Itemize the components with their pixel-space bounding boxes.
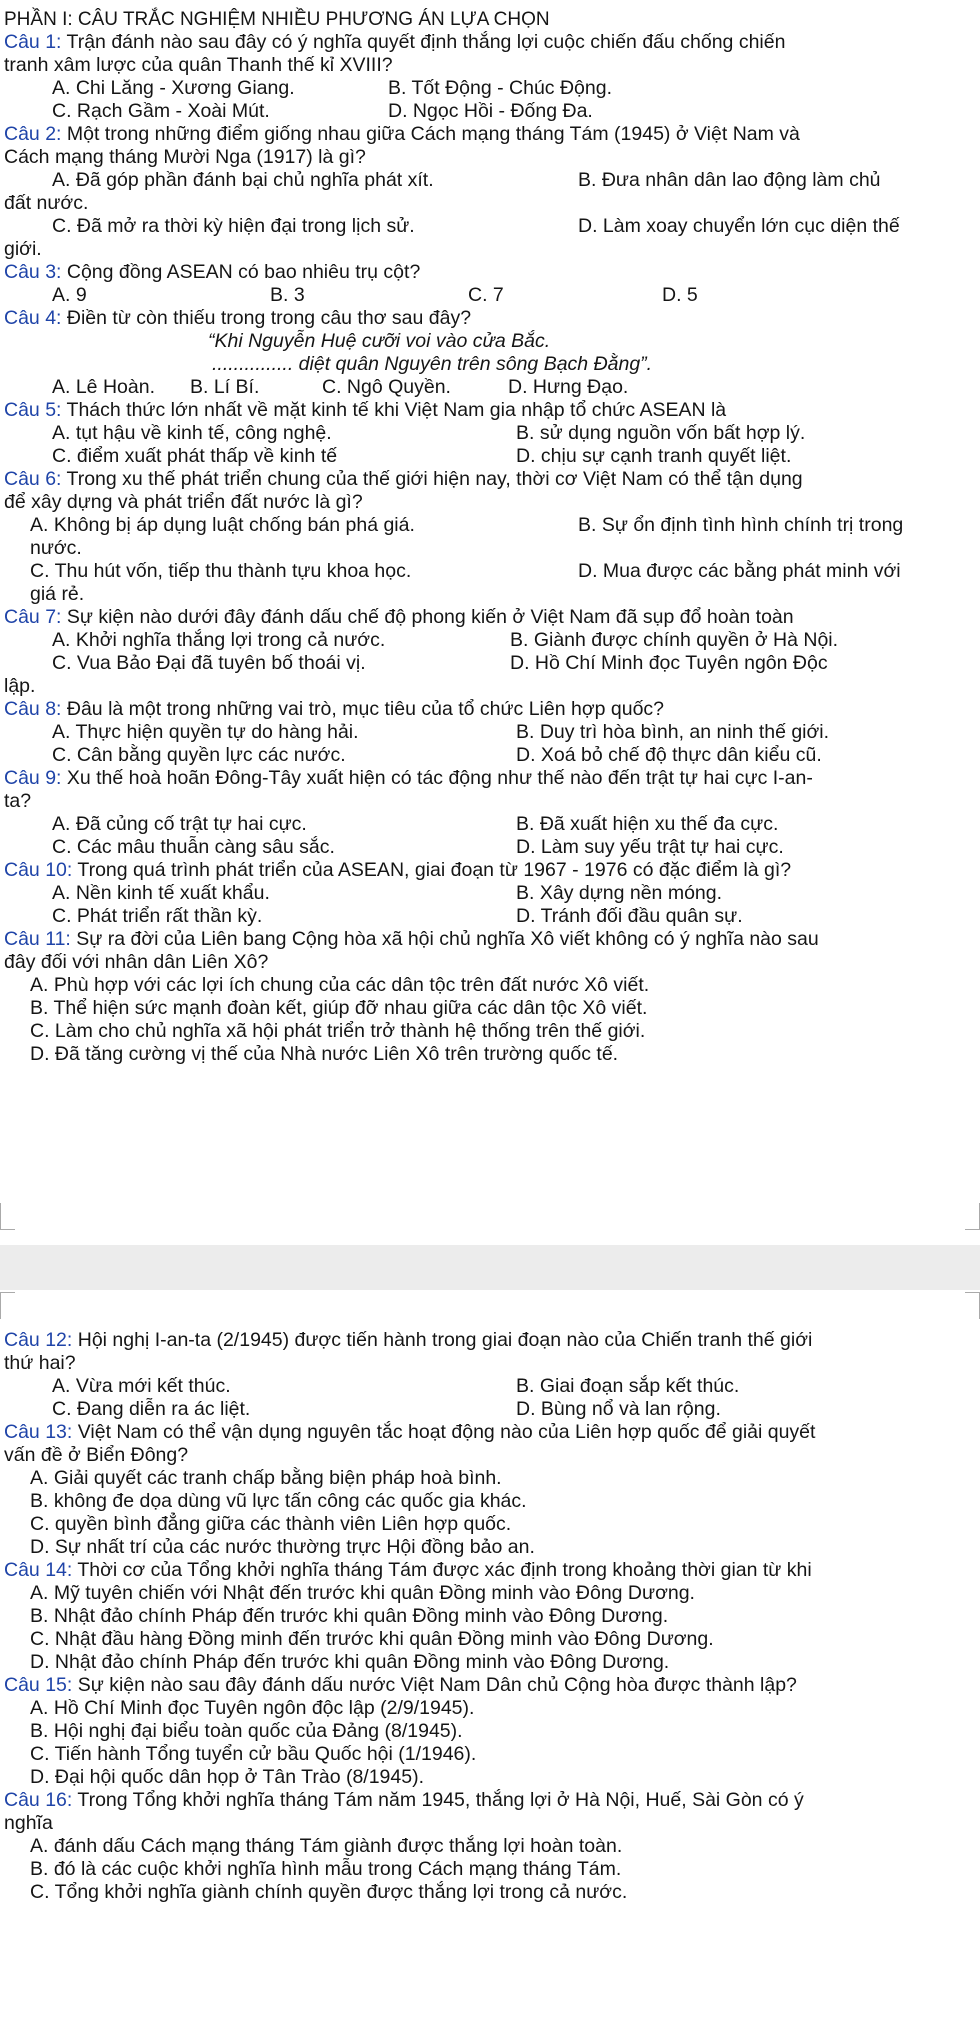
option-d: D. Hưng Đạo. [508,376,629,398]
question-4: Câu 4: Điền từ còn thiếu trong trong câu thơ sau đây? [4,307,472,329]
option-c: C. Thu hút vốn, tiếp thu thành tựu khoa học. [30,560,412,582]
question-number: Câu 9: [4,767,62,789]
option-c: C. 7 [468,284,504,306]
question-text-line: đây đối với nhân dân Liên Xô? [4,951,269,973]
question-12: Câu 12: Hội nghị I-an-ta (2/1945) được tiến hành trong giai đoạn nào của Chiến tranh thế giới [4,1329,813,1351]
option-c: C. Đang diễn ra ác liệt. [52,1398,251,1420]
question-text-line: nghĩa [4,1812,53,1834]
option-b: B. Tốt Động - Chúc Động. [388,77,613,99]
option-b: B. Sự ổn định tình hình chính trị trong [578,514,904,536]
question-11: Câu 11: Sự ra đời của Liên bang Cộng hòa xã hội chủ nghĩa Xô viết không có ý nghĩa nào sau [4,928,819,950]
option-d: D. Đã tăng cường vị thế của Nhà nước Liên Xô trên trường quốc tế. [30,1043,619,1065]
option-a: A. Giải quyết các tranh chấp bằng biện pháp hoà bình. [30,1467,502,1489]
option-b: B. Giai đoạn sắp kết thúc. [516,1375,740,1397]
option-b: B. Thể hiện sức mạnh đoàn kết, giúp đỡ nhau giữa các dân tộc Xô viết. [30,997,648,1019]
question-number: Câu 12: [4,1329,73,1351]
option-b: B. Đưa nhân dân lao động làm chủ [578,169,881,191]
question-5: Câu 5: Thách thức lớn nhất về mặt kinh tế khi Việt Nam gia nhập tổ chức ASEAN là [4,399,727,421]
option-d: D. Mua được các bằng phát minh với [578,560,901,582]
question-number: Câu 15: [4,1674,73,1696]
option-a: A. tụt hậu về kinh tế, công nghệ. [52,422,332,444]
option-c: C. điểm xuất phát thấp về kinh tế [52,445,338,467]
option-d: D. Làm xoay chuyển lớn cục diện thế [578,215,900,237]
option-b: B. Duy trì hòa bình, an ninh thế giới. [516,721,830,743]
option-c: C. quyền bình đẳng giữa các thành viên Liên hợp quốc. [30,1513,512,1535]
question-1: Câu 1: Trận đánh nào sau đây có ý nghĩa quyết định thắng lợi cuộc chiến đấu chống chiến [4,31,786,53]
option-b-continued: đất nước. [4,192,89,214]
question-number: Câu 10: [4,859,73,881]
option-c: C. Vua Bảo Đại đã tuyên bố thoái vị. [52,652,366,674]
question-text-line: vấn đề ở Biển Đông? [4,1444,189,1466]
option-b: B. sử dụng nguồn vốn bất hợp lý. [516,422,806,444]
page-gap [0,1245,980,1290]
question-13: Câu 13: Việt Nam có thể vận dụng nguyên tắc hoạt động nào của Liên hợp quốc để giải quyết [4,1421,816,1443]
option-b: B. Xây dựng nền móng. [516,882,723,904]
option-a: A. Đã góp phần đánh bại chủ nghĩa phát xít. [52,169,434,191]
option-b: B. không đe dọa dùng vũ lực tấn công các quốc gia khác. [30,1490,527,1512]
option-b: B. Nhật đảo chính Pháp đến trước khi quân Đồng minh vào Đông Dương. [30,1605,669,1627]
option-a: A. Phù hợp với các lợi ích chung của các dân tộc trên đất nước Xô viết. [30,974,650,996]
option-c: C. Ngô Quyền. [322,376,451,398]
question-8: Câu 8: Đâu là một trong những vai trò, mục tiêu của tổ chức Liên hợp quốc? [4,698,665,720]
option-d: D. Đại hội quốc dân họp ở Tân Trào (8/1945). [30,1766,424,1788]
question-7: Câu 7: Sự kiện nào dưới đây đánh dấu chế độ phong kiến ở Việt Nam đã sụp đổ hoàn toàn [4,606,794,628]
option-a: A. Hồ Chí Minh đọc Tuyên ngôn độc lập (2/9/1945). [30,1697,475,1719]
option-a: A. Khởi nghĩa thắng lợi trong cả nước. [52,629,386,651]
crop-corner-bottom-right [965,1203,980,1230]
question-number: Câu 4: [4,307,62,329]
option-d: D. Hồ Chí Minh đọc Tuyên ngôn Độc [510,652,828,674]
question-9: Câu 9: Xu thế hoà hoãn Đông-Tây xuất hiện có tác động như thế nào đến trật tự hai cực I-an- [4,767,813,789]
option-a: A. Đã củng cố trật tự hai cực. [52,813,307,835]
question-number: Câu 3: [4,261,62,283]
option-d-continued: lập. [4,675,36,697]
option-c: C. Cân bằng quyền lực các nước. [52,744,346,766]
option-d-continued: giá rẻ. [30,583,85,605]
option-d: D. Tránh đối đầu quân sự. [516,905,743,927]
option-b: B. Đã xuất hiện xu thế đa cực. [516,813,779,835]
question-15: Câu 15: Sự kiện nào sau đây đánh dấu nước Việt Nam Dân chủ Cộng hòa được thành lập? [4,1674,797,1696]
question-number: Câu 8: [4,698,62,720]
option-d: D. Ngọc Hồi - Đống Đa. [388,100,593,122]
question-number: Câu 1: [4,31,62,53]
poem-line-2: ............... diệt quân Nguyên trên sông Bạch Đằng”. [212,353,653,375]
option-c: C. Tổng khởi nghĩa giành chính quyền được thắng lợi trong cả nước. [30,1881,628,1903]
option-b: B. Giành được chính quyền ở Hà Nội. [510,629,839,651]
option-c: C. Tiến hành Tổng tuyển cử bầu Quốc hội (1/1946). [30,1743,477,1765]
option-a: A. Chi Lăng - Xương Giang. [52,77,295,99]
question-number: Câu 5: [4,399,62,421]
question-text-line: thứ hai? [4,1352,76,1374]
question-6: Câu 6: Trong xu thế phát triển chung của thế giới hiện nay, thời cơ Việt Nam có thể tận dụng [4,468,803,490]
option-d: D. 5 [662,284,698,306]
crop-corner-top-right [965,1292,980,1319]
option-b-continued: nước. [30,537,82,559]
poem-line-1: “Khi Nguyễn Huệ cưỡi voi vào cửa Bắc. [208,330,551,352]
question-text-line: ta? [4,790,32,812]
option-a: A. đánh dấu Cách mạng tháng Tám giành được thắng lợi hoàn toàn. [30,1835,623,1857]
question-number: Câu 11: [4,928,71,950]
section-title: PHẦN I: CÂU TRẮC NGHIỆM NHIỀU PHƯƠNG ÁN LỰA CHỌN [4,9,550,30]
option-a: A. Thực hiện quyền tự do hàng hải. [52,721,359,743]
option-c: C. Phát triển rất thần kỳ. [52,905,263,927]
question-number: Câu 7: [4,606,62,628]
option-a: A. Mỹ tuyên chiến với Nhật đến trước khi quân Đồng minh vào Đông Dương. [30,1582,695,1604]
option-d-continued: giới. [4,238,42,260]
question-number: Câu 13: [4,1421,73,1443]
option-d: D. Xoá bỏ chế độ thực dân kiểu cũ. [516,744,822,766]
option-b: B. Hội nghị đại biểu toàn quốc của Đảng (8/1945). [30,1720,463,1742]
question-14: Câu 14: Thời cơ của Tổng khởi nghĩa tháng Tám được xác định trong khoảng thời gian từ khi [4,1559,812,1581]
question-3: Câu 3: Cộng đồng ASEAN có bao nhiêu trụ cột? [4,261,421,283]
option-a: A. 9 [52,284,87,306]
option-d: D. chịu sự cạnh tranh quyết liệt. [516,445,792,467]
option-c: C. Làm cho chủ nghĩa xã hội phát triển trở thành hệ thống trên thế giới. [30,1020,646,1042]
page-two [0,1290,980,2035]
question-10: Câu 10: Trong quá trình phát triển của ASEAN, giai đoạn từ 1967 - 1976 có đặc điểm là gì? [4,859,792,881]
option-a: A. Nền kinh tế xuất khẩu. [52,882,270,904]
option-c: C. Rạch Gầm - Xoài Mút. [52,100,270,122]
question-2: Câu 2: Một trong những điểm giống nhau giữa Cách mạng tháng Tám (1945) ở Việt Nam và [4,123,800,145]
question-number: Câu 2: [4,123,62,145]
question-number: Câu 14: [4,1559,73,1581]
question-number: Câu 16: [4,1789,73,1811]
option-c: C. Các mâu thuẫn càng sâu sắc. [52,836,335,858]
option-b: B. 3 [270,284,305,306]
option-c: C. Nhật đầu hàng Đồng minh đến trước khi quân Đồng minh vào Đông Dương. [30,1628,714,1650]
option-b: B. đó là các cuộc khởi nghĩa hình mẫu trong Cách mạng tháng Tám. [30,1858,622,1880]
option-d: D. Nhật đảo chính Pháp đến trước khi quân Đồng minh vào Đông Dương. [30,1651,670,1673]
question-16: Câu 16: Trong Tổng khởi nghĩa tháng Tám năm 1945, thắng lợi ở Hà Nội, Huế, Sài Gòn có ý [4,1789,804,1811]
question-text-line: tranh xâm lược của quân Thanh thế kỉ XVIII? [4,54,393,76]
option-d: D. Sự nhất trí của các nước thường trực Hội đồng bảo an. [30,1536,535,1558]
question-text-line: Cách mạng tháng Mười Nga (1917) là gì? [4,146,366,168]
option-d: D. Bùng nổ và lan rộng. [516,1398,721,1420]
option-a: A. Không bị áp dụng luật chống bán phá giá. [30,514,415,536]
option-a: A. Lê Hoàn. [52,376,155,398]
option-a: A. Vừa mới kết thúc. [52,1375,231,1397]
option-d: D. Làm suy yếu trật tự hai cực. [516,836,784,858]
option-b: B. Lí Bí. [190,376,260,398]
question-text-line: để xây dựng và phát triển đất nước là gì? [4,491,363,513]
option-c: C. Đã mở ra thời kỳ hiện đại trong lịch sử. [52,215,415,237]
crop-corner-top-left [0,1292,15,1319]
crop-corner-bottom-left [0,1203,15,1230]
question-number: Câu 6: [4,468,62,490]
